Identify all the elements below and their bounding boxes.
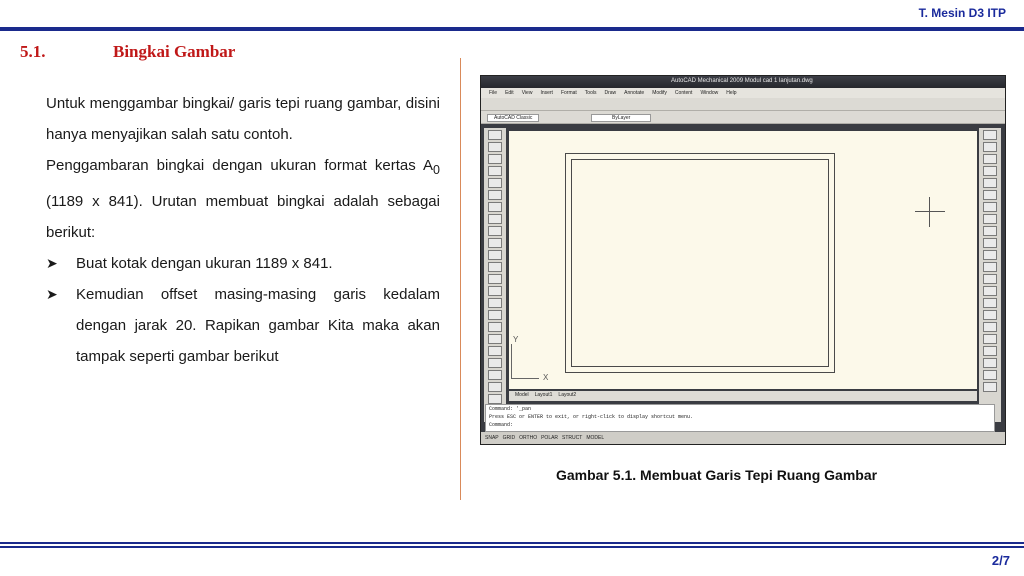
cad-status-bar [481, 432, 1005, 444]
ucs-y-label: Y [513, 335, 519, 344]
cad-status-item: STRUCT [562, 435, 583, 441]
cad-command-line: Command: '_pan Press ESC or ENTER to exit, or right-click to display shortcut menu. Command: [485, 404, 995, 432]
ucs-x-axis [511, 378, 539, 379]
cad-status-item: ORTHO [519, 435, 538, 441]
section-title: Bingkai Gambar [113, 42, 236, 61]
paragraph-2: Penggambaran bingkai dengan ukuran format kertas $A_0$ (1189 x 841). Urutan membuat bingkai adalah sebagai berikut: [46, 157, 440, 241]
cad-menu-item: Tools [584, 90, 597, 96]
page-number: 2/7 [991, 553, 1010, 568]
ucs-x-label: X [543, 373, 549, 382]
cad-menu-bar [481, 88, 1005, 98]
cad-status-item: GRID [502, 435, 516, 441]
cad-status-item: MODEL [586, 435, 605, 441]
cad-menu-item: File [489, 90, 498, 96]
cad-menu-item: Window [700, 90, 719, 96]
footer-rule [0, 542, 1024, 548]
crosshair-cursor [915, 211, 945, 212]
bullet-item: ➤ Buat kotak dengan ukuran 1189 x 841. [46, 248, 440, 279]
figure-caption: Gambar 5.1. Membuat Garis Tepi Ruang Gambar [556, 467, 878, 483]
cad-layout-tabs [509, 391, 977, 401]
course-label: T. Mesin D3 ITP [918, 6, 1006, 20]
crosshair-cursor [929, 197, 930, 227]
cad-status-item: SNAP [485, 435, 499, 441]
cad-menu-item: Draw [604, 90, 617, 96]
cad-drawing-area [509, 131, 977, 389]
header-rule [0, 27, 1024, 33]
cad-layout-tab: Model [515, 392, 529, 398]
cad-modify-toolbar [979, 128, 1001, 422]
drawing-frame-inner [571, 159, 829, 367]
cad-menu-item: Insert [540, 90, 553, 96]
body-text [46, 88, 440, 372]
autocad-screenshot [480, 75, 1006, 445]
section-number: 5.1. [20, 42, 46, 61]
paragraph-1: Untuk menggambar bingkai/ garis tepi ruang gambar, disini hanya menyajikan salah satu contoh. [46, 95, 440, 143]
cad-layout-tab: Layout1 [534, 392, 553, 398]
ucs-y-axis [511, 344, 512, 378]
cad-toolbar-standard [481, 98, 1005, 111]
bullet-item: ➤ Kemudian offset masing-masing garis kedalam dengan jarak 20. Rapikan gambar Kita maka akan tampak seperti gambar berikut [46, 279, 440, 372]
column-divider [460, 58, 461, 500]
cad-menu-item: View [521, 90, 533, 96]
arrow-bullet-icon: ➤ [46, 255, 58, 271]
cad-menu-item: Modify [652, 90, 667, 96]
cad-menu-item: Edit [505, 90, 514, 96]
cad-status-item: POLAR [541, 435, 559, 441]
cad-toolbar-layers: AutoCAD Classic ByLayer [481, 111, 1005, 124]
cad-draw-toolbar [484, 128, 506, 422]
cad-menu-item: Content [674, 90, 693, 96]
cad-title-bar: AutoCAD Mechanical 2009 Modul cad 1 lanjutan.dwg [481, 76, 1005, 88]
cad-menu-item: Help [726, 90, 737, 96]
arrow-bullet-icon: ➤ [46, 286, 58, 302]
cad-menu-item: Format [560, 90, 577, 96]
cad-menu-item: Annotate [624, 90, 645, 96]
cad-layout-tab: Layout2 [558, 392, 577, 398]
